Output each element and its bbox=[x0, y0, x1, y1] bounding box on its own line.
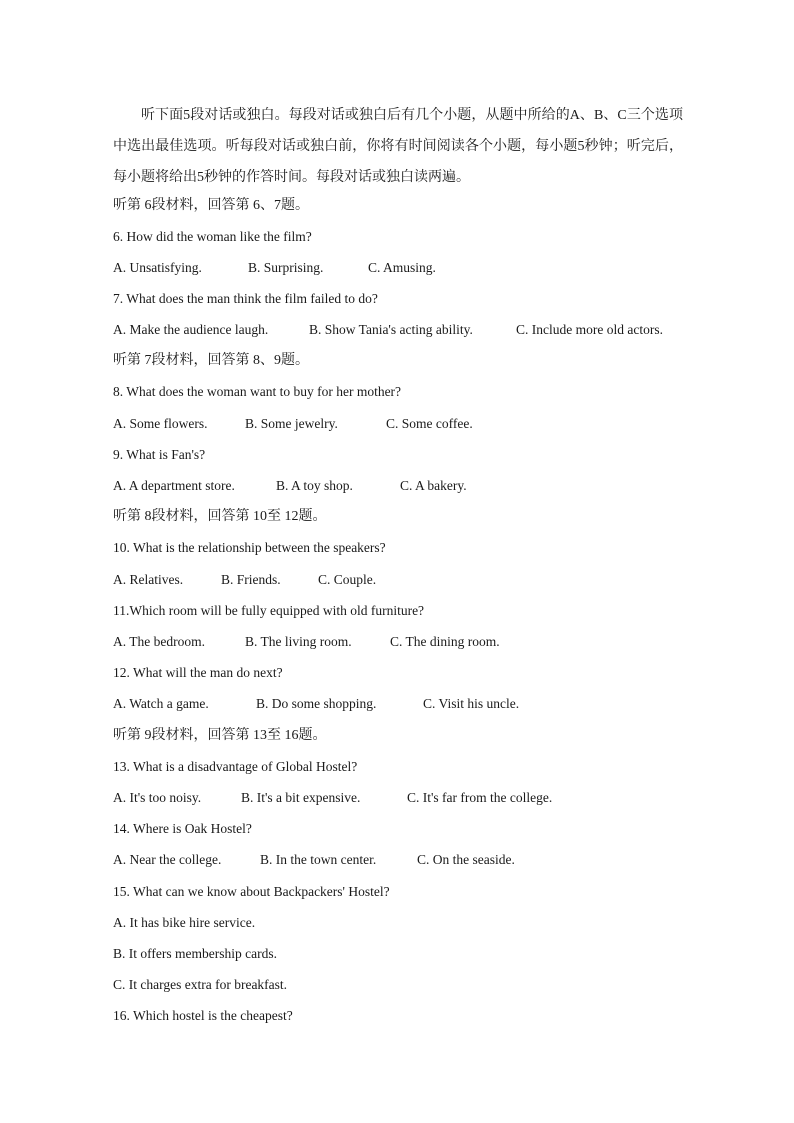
question-16: 16. Which hostel is the cheapest? bbox=[113, 1008, 293, 1023]
option-11c: C. The dining room. bbox=[390, 634, 500, 649]
option-13a: A. It's too noisy. bbox=[113, 790, 202, 805]
option-9c: C. A bakery. bbox=[400, 478, 467, 493]
question-7: 7. What does the man think the film failed to do? bbox=[113, 291, 378, 306]
question-14: 14. Where is Oak Hostel? bbox=[113, 821, 252, 836]
section-heading-13-16: 听第 9段材料，回答第 13至 16题。 bbox=[113, 728, 327, 743]
option-12a: A. Watch a game. bbox=[113, 696, 209, 711]
section-heading-10-12: 听第 8段材料，回答第 10至 12题。 bbox=[113, 509, 327, 524]
option-11a: A. The bedroom. bbox=[113, 634, 205, 649]
option-8a: A. Some flowers. bbox=[113, 416, 208, 431]
options-row-9 bbox=[0, 476, 794, 496]
option-9a: A. A department store. bbox=[113, 478, 235, 493]
option-6a: A. Unsatisfying. bbox=[113, 260, 202, 275]
instructions-paragraph: 听下面5段对话或独白。每段对话或独白后有几个小题，从题中所给的A、B、C三个选项中选出最佳选项。听每段对话或独白前，你将有时间阅读各个小题，每小题5秒钟；听完后，每小题将给出5秒钟的作答时间。每段对话或独白读两遍。 bbox=[113, 108, 683, 185]
option-8c: C. Some coffee. bbox=[386, 416, 473, 431]
section-heading-8-9: 听第 7段材料，回答第 8、9题。 bbox=[113, 353, 309, 368]
option-6b: B. Surprising. bbox=[248, 260, 324, 275]
options-row-8 bbox=[0, 414, 794, 434]
option-10a: A. Relatives. bbox=[113, 572, 184, 587]
question-6: 6. How did the woman like the film? bbox=[113, 229, 312, 244]
question-8: 8. What does the woman want to buy for her mother? bbox=[113, 384, 402, 399]
question-15: 15. What can we know about Backpackers' Hostel? bbox=[113, 884, 390, 899]
option-14b: B. In the town center. bbox=[260, 852, 377, 867]
question-10: 10. What is the relationship between the speakers? bbox=[113, 540, 386, 555]
section-heading-6-7: 听第 6段材料，回答第 6、7题。 bbox=[113, 198, 309, 213]
option-12c: C. Visit his uncle. bbox=[423, 696, 520, 711]
option-14a: A. Near the college. bbox=[113, 852, 222, 867]
option-11b: B. The living room. bbox=[245, 634, 352, 649]
options-row-14 bbox=[0, 850, 794, 870]
option-15b: B. It offers membership cards. bbox=[113, 946, 277, 961]
option-10c: C. Couple. bbox=[318, 572, 377, 587]
options-row-7 bbox=[0, 320, 794, 340]
option-8b: B. Some jewelry. bbox=[245, 416, 338, 431]
options-row-13 bbox=[0, 788, 794, 808]
option-13b: B. It's a bit expensive. bbox=[241, 790, 361, 805]
option-7c: C. Include more old actors. bbox=[516, 322, 663, 337]
options-row-11 bbox=[0, 632, 794, 652]
options-row-12 bbox=[0, 694, 794, 714]
question-13: 13. What is a disadvantage of Global Hostel? bbox=[113, 759, 358, 774]
option-6c: C. Amusing. bbox=[368, 260, 436, 275]
option-15c: C. It charges extra for breakfast. bbox=[113, 977, 288, 992]
question-9: 9. What is Fan's? bbox=[113, 447, 206, 462]
option-7b: B. Show Tania's acting ability. bbox=[309, 322, 473, 337]
option-15a: A. It has bike hire service. bbox=[113, 915, 256, 930]
option-14c: C. On the seaside. bbox=[417, 852, 515, 867]
option-10b: B. Friends. bbox=[221, 572, 281, 587]
option-9b: B. A toy shop. bbox=[276, 478, 353, 493]
question-11: 11.Which room will be fully equipped with old furniture? bbox=[113, 603, 425, 618]
options-row-6 bbox=[0, 258, 794, 278]
options-row-10 bbox=[0, 570, 794, 590]
option-7a: A. Make the audience laugh. bbox=[113, 322, 269, 337]
option-12b: B. Do some shopping. bbox=[256, 696, 377, 711]
question-12: 12. What will the man do next? bbox=[113, 665, 283, 680]
option-13c: C. It's far from the college. bbox=[407, 790, 553, 805]
